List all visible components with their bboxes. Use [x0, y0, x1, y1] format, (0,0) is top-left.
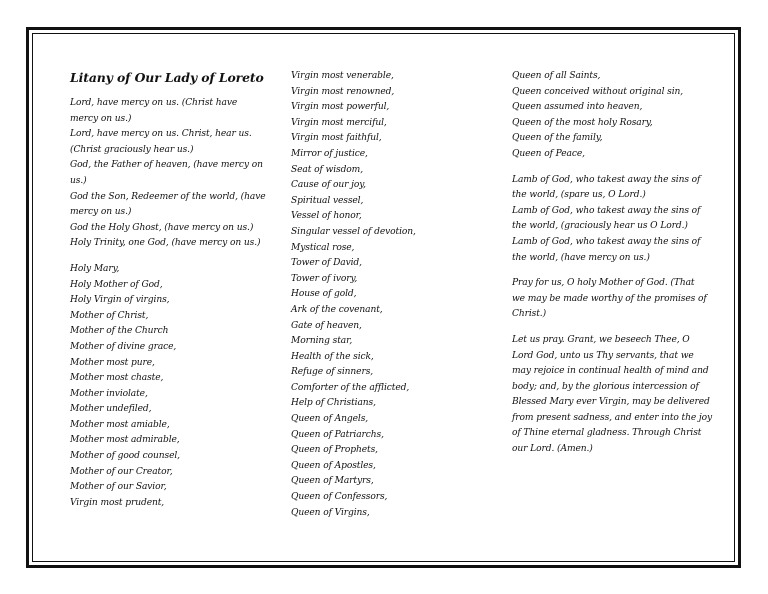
- invocation-line: House of gold,: [291, 289, 357, 300]
- invocation-line: Queen of Patriarchs,: [291, 429, 384, 440]
- petition-line: Lord, have mercy on us. (Christ have mercy on us.): [70, 98, 238, 124]
- invocation-line: Comforter of the afflicted,: [291, 382, 410, 393]
- invocation-line: Morning star,: [291, 336, 353, 347]
- invocation-line: Mystical rose,: [291, 242, 355, 253]
- invocation-line: Queen of the family,: [512, 133, 603, 144]
- petition-line: God, the Father of heaven, (have mercy on us.): [70, 160, 263, 186]
- invocation-line: Health of the sick,: [291, 351, 374, 362]
- prayer-line: our Lord. (Amen.): [512, 444, 593, 455]
- petition-line: God the Holy Ghost, (have mercy on us.): [70, 222, 254, 233]
- prayer-line: Lord God, unto us Thy servants, that we: [512, 350, 694, 361]
- spacer: [512, 323, 712, 333]
- invocation-line: Refuge of sinners,: [291, 367, 374, 378]
- invocation-line: Virgin most venerable,: [291, 71, 394, 81]
- lamb-of-god-section: [512, 173, 712, 267]
- invocation-line: Virgin most prudent,: [70, 497, 165, 508]
- invocation-line: Mother most admirable,: [70, 435, 180, 446]
- petition-line: Lord, have mercy on us. Christ, hear us. (Christ graciously hear us.): [70, 129, 252, 155]
- invocation-line: Mother of the Church: [70, 326, 169, 337]
- prayer-line: Let us pray. Grant, we beseech Thee, O: [512, 334, 690, 345]
- queen-invocations: [512, 69, 712, 163]
- prayer-line: from present sadness, and enter into the joy: [512, 412, 713, 423]
- petition-line: God the Son, Redeemer of the world, (have mercy on us.): [70, 191, 266, 218]
- invocation-line: Queen conceived without original sin,: [512, 86, 684, 97]
- invocation-line: Queen of Prophets,: [291, 445, 378, 456]
- invocation-list: [70, 262, 268, 512]
- column-middle: [291, 69, 491, 521]
- spacer: [512, 266, 712, 276]
- invocation-line: Virgin most renowned,: [291, 86, 395, 97]
- invocation-line: Queen of Apostles,: [291, 460, 376, 471]
- invocation-line: Queen of Virgins,: [291, 507, 370, 518]
- invocation-line: Tower of David,: [291, 258, 362, 269]
- invocation-line: Virgin most merciful,: [291, 117, 387, 128]
- lamb-of-god-line: the world, (graciously hear us O Lord.): [512, 221, 688, 232]
- lamb-of-god-line: Lamb of God, who takest away the sins of: [512, 174, 701, 185]
- invocation-line: Mother undefiled,: [70, 404, 152, 415]
- invocation-line: Mother of good counsel,: [70, 451, 180, 462]
- invocation-line: Ark of the covenant,: [291, 304, 383, 315]
- lamb-of-god-line: Lamb of God, who takest away the sins of: [512, 205, 701, 216]
- pray-for-us-section: [512, 276, 712, 323]
- invocation-line: Mother of divine grace,: [70, 341, 177, 352]
- lamb-of-god-line: the world, (spare us, O Lord.): [512, 190, 646, 201]
- invocation-line: Mother of our Creator,: [70, 466, 173, 477]
- spacer: [70, 252, 268, 262]
- prayer-line: body; and, by the glorious intercession of: [512, 381, 699, 392]
- invocation-line: Mother of our Savior,: [70, 482, 167, 493]
- invocation-line: Queen of Peace,: [512, 148, 585, 159]
- invocation-line: Mother most amiable,: [70, 419, 170, 430]
- lamb-of-god-line: Lamb of God, who takest away the sins of: [512, 236, 701, 247]
- invocation-line: Queen of all Saints,: [512, 71, 601, 81]
- invocation-line: Holy Mother of God,: [70, 279, 163, 290]
- invocation-line: Holy Virgin of virgins,: [70, 295, 170, 306]
- invocation-line: Queen of Angels,: [291, 414, 369, 425]
- petition-line: Holy Trinity, one God, (have mercy on us.): [70, 238, 261, 249]
- invocation-line: Queen of Martyrs,: [291, 476, 374, 487]
- pray-line: Pray for us, O holy Mother of God. (That: [512, 278, 695, 289]
- column-left: [70, 70, 268, 511]
- invocation-line: Mother most chaste,: [70, 373, 164, 384]
- closing-prayer: [512, 333, 712, 458]
- pray-line: Christ.): [512, 309, 547, 320]
- invocation-line: Help of Christians,: [291, 398, 376, 409]
- lamb-of-god-line: the world, (have mercy on us.): [512, 252, 650, 263]
- prayer-line: Blessed Mary ever Virgin, may be delivered: [512, 397, 710, 408]
- invocation-line: Mirror of justice,: [291, 148, 368, 159]
- invocation-line: Vessel of honor,: [291, 211, 362, 222]
- invocation-line: Queen of Confessors,: [291, 492, 388, 503]
- document-title: Litany of Our Lady of Loreto: [70, 70, 264, 85]
- invocation-line: Mother most pure,: [70, 357, 155, 368]
- column-right: [512, 69, 712, 458]
- invocation-line: Mother inviolate,: [70, 388, 148, 399]
- invocation-line: Seat of wisdom,: [291, 164, 363, 175]
- prayer-line: of Thine eternal gladness. Through Christ: [512, 428, 702, 439]
- invocation-line: Queen assumed into heaven,: [512, 102, 643, 113]
- invocation-line: Virgin most faithful,: [291, 133, 382, 144]
- opening-petitions: [70, 96, 268, 252]
- invocation-line: Gate of heaven,: [291, 320, 362, 331]
- invocation-line: Spiritual vessel,: [291, 195, 364, 206]
- invocation-line: Tower of ivory,: [291, 273, 358, 284]
- spacer: [512, 163, 712, 173]
- invocation-line: Mother of Christ,: [70, 310, 149, 321]
- prayer-line: may rejoice in continual health of mind and: [512, 366, 709, 377]
- invocation-line: Singular vessel of devotion,: [291, 226, 416, 237]
- pray-line: we may be made worthy of the promises of: [512, 293, 707, 304]
- invocation-line: Holy Mary,: [70, 263, 120, 274]
- invocation-line: Virgin most powerful,: [291, 102, 390, 113]
- invocation-line: Cause of our joy,: [291, 180, 366, 191]
- invocation-line: Queen of the most holy Rosary,: [512, 117, 653, 128]
